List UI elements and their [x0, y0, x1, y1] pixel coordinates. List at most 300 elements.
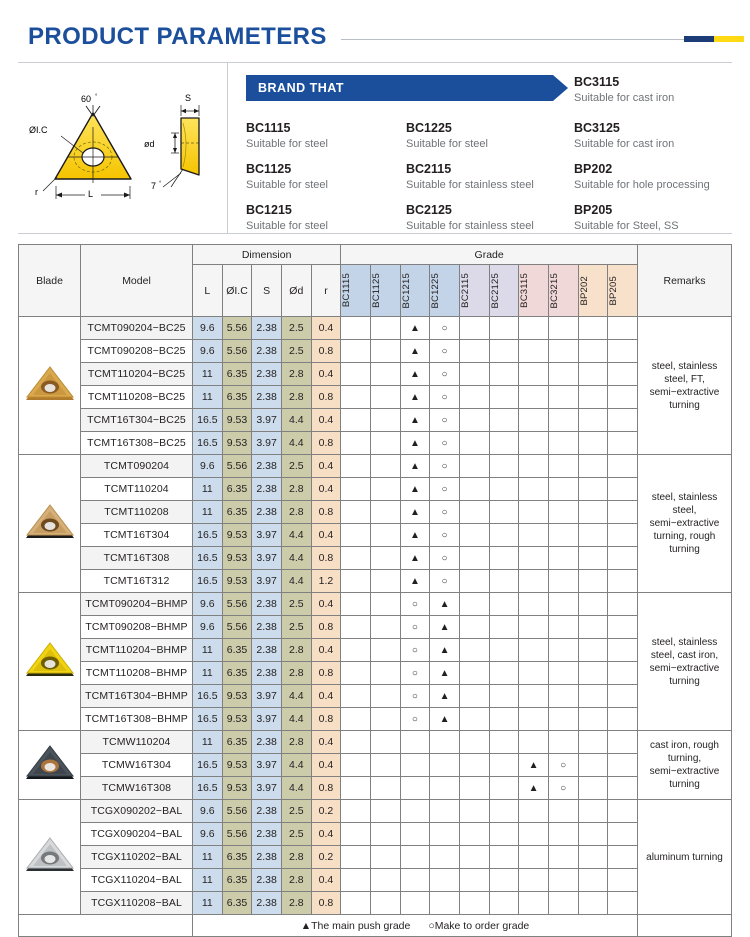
cell-grade-bc3115 — [519, 317, 549, 340]
cell-grade-bc3115 — [519, 524, 549, 547]
brand-desc: Suitable for Steel, SS — [574, 220, 679, 232]
cell-grade-bc1115 — [341, 616, 371, 639]
cell-grade-bc1125 — [370, 662, 400, 685]
brand-desc: Suitable for cast iron — [574, 92, 675, 104]
cell-grade-bc2125 — [489, 363, 519, 386]
cell-grade-bp202 — [578, 869, 608, 892]
cell-dim-r: 1.2 — [311, 570, 341, 593]
table-head — [19, 245, 732, 317]
cell-grade-bc2115 — [459, 616, 489, 639]
cell-grade-bc3215 — [548, 501, 578, 524]
cell-dim-od: 2.8 — [281, 478, 311, 501]
cell-grade-bp202 — [578, 777, 608, 800]
cell-dim-od: 4.4 — [281, 432, 311, 455]
cell-dim-od: 2.8 — [281, 892, 311, 915]
cell-grade-bc1215 — [400, 409, 430, 432]
cell-dim-ic: 6.35 — [222, 478, 252, 501]
parameters-table — [18, 244, 732, 937]
cell-dim-l: 9.6 — [193, 823, 223, 846]
col-header-grade-bc1115 — [341, 265, 371, 317]
cell-grade-bc2115 — [459, 386, 489, 409]
cell-grade-bc2115 — [459, 363, 489, 386]
make-to-order-mark-icon: ○ — [560, 760, 567, 771]
cell-dim-od: 4.4 — [281, 524, 311, 547]
table-row — [19, 501, 732, 524]
cell-grade-bp205 — [608, 363, 638, 386]
cell-grade-bc1215 — [400, 823, 430, 846]
cell-grade-bc1225 — [430, 616, 460, 639]
cell-grade-bc2115 — [459, 777, 489, 800]
blade-image-cell — [19, 731, 81, 800]
cell-grade-bc2125 — [489, 593, 519, 616]
cell-grade-bp202 — [578, 317, 608, 340]
cell-grade-bc1225 — [430, 363, 460, 386]
cell-grade-bc1215 — [400, 754, 430, 777]
cell-dim-l: 9.6 — [193, 317, 223, 340]
cell-grade-bc1225 — [430, 386, 460, 409]
cell-grade-bc1225 — [430, 869, 460, 892]
cell-grade-bc3115 — [519, 478, 549, 501]
cell-grade-bc2125 — [489, 432, 519, 455]
insert-image-silver — [22, 835, 78, 879]
cell-grade-bc1125 — [370, 639, 400, 662]
brand-list-column — [228, 63, 732, 233]
cell-grade-bp202 — [578, 708, 608, 731]
brand-name: BC2125 — [406, 203, 452, 217]
cell-grade-bc1225 — [430, 731, 460, 754]
cell-dim-r: 0.4 — [311, 478, 341, 501]
cell-grade-bc3115 — [519, 409, 549, 432]
main-push-mark-icon: ▲ — [409, 461, 420, 472]
cell-grade-bc1115 — [341, 570, 371, 593]
cell-grade-bc2125 — [489, 662, 519, 685]
cell-grade-bc1115 — [341, 731, 371, 754]
cell-model: TCMT16T308 — [81, 547, 193, 570]
table-row — [19, 777, 732, 800]
cell-grade-bc2115 — [459, 823, 489, 846]
cell-dim-l: 9.6 — [193, 593, 223, 616]
col-header-model: Model — [81, 245, 193, 317]
cell-dim-r: 0.2 — [311, 846, 341, 869]
cell-dim-ic: 5.56 — [222, 616, 252, 639]
table-row — [19, 570, 732, 593]
cell-model: TCGX110208−BAL — [81, 892, 193, 915]
table-row — [19, 455, 732, 478]
cell-grade-bp202 — [578, 593, 608, 616]
brand-item-bc2125 — [406, 203, 574, 234]
grade-label: BC1125 — [370, 273, 382, 308]
cell-remarks: steel, stainless steel, semi−extractive turning, rough turning — [638, 455, 732, 593]
cell-grade-bp202 — [578, 685, 608, 708]
cell-dim-od: 4.4 — [281, 777, 311, 800]
cell-grade-bc1125 — [370, 731, 400, 754]
cell-grade-bp202 — [578, 478, 608, 501]
cell-grade-bc1225 — [430, 593, 460, 616]
cell-grade-bc2125 — [489, 754, 519, 777]
cell-grade-bc3115 — [519, 800, 549, 823]
cell-grade-bp205 — [608, 432, 638, 455]
cell-remarks: cast iron, rough turning, semi−extractive turning — [638, 731, 732, 800]
col-header-grade-bc3215 — [548, 265, 578, 317]
blade-image-cell — [19, 455, 81, 593]
cell-dim-s: 3.97 — [252, 685, 282, 708]
title-divider — [341, 39, 684, 40]
make-to-order-mark-icon: ○ — [560, 783, 567, 794]
cell-grade-bc2125 — [489, 777, 519, 800]
cell-grade-bc3215 — [548, 363, 578, 386]
cell-dim-ic: 6.35 — [222, 731, 252, 754]
cell-dim-s: 3.97 — [252, 777, 282, 800]
make-to-order-mark-icon: ○ — [441, 369, 448, 380]
table-row — [19, 639, 732, 662]
brand-name: BC1225 — [406, 121, 452, 135]
cell-grade-bc2115 — [459, 524, 489, 547]
table-row — [19, 869, 732, 892]
cell-grade-bp205 — [608, 731, 638, 754]
col-header-grade-bc2115 — [459, 265, 489, 317]
cell-model: TCMT090204 — [81, 455, 193, 478]
make-to-order-mark-icon: ○ — [411, 714, 418, 725]
cell-grade-bc3115 — [519, 754, 549, 777]
make-to-order-mark-icon: ○ — [411, 691, 418, 702]
cell-grade-bc3215 — [548, 685, 578, 708]
cell-grade-bp202 — [578, 386, 608, 409]
cell-grade-bc3215 — [548, 409, 578, 432]
cell-dim-ic: 6.35 — [222, 363, 252, 386]
cell-dim-s: 3.97 — [252, 708, 282, 731]
cell-grade-bc1125 — [370, 846, 400, 869]
cell-dim-od: 2.5 — [281, 800, 311, 823]
cell-dim-s: 2.38 — [252, 639, 282, 662]
cell-grade-bc1215 — [400, 547, 430, 570]
cell-grade-bc3215 — [548, 869, 578, 892]
cell-grade-bp205 — [608, 685, 638, 708]
cell-dim-s: 3.97 — [252, 754, 282, 777]
cell-dim-ic: 9.53 — [222, 708, 252, 731]
cell-grade-bc2125 — [489, 731, 519, 754]
cell-grade-bc2125 — [489, 478, 519, 501]
cell-grade-bc3115 — [519, 823, 549, 846]
cell-grade-bc2125 — [489, 616, 519, 639]
cell-grade-bc1215 — [400, 524, 430, 547]
cell-dim-od: 4.4 — [281, 570, 311, 593]
cell-dim-l: 11 — [193, 639, 223, 662]
cell-grade-bc1125 — [370, 409, 400, 432]
brand-name: BC1115 — [246, 121, 291, 135]
col-header-grade-bc3115 — [519, 265, 549, 317]
cell-grade-bc1215 — [400, 846, 430, 869]
cell-grade-bc3215 — [548, 432, 578, 455]
cell-dim-r: 0.8 — [311, 340, 341, 363]
cell-grade-bc2125 — [489, 455, 519, 478]
main-push-mark-icon: ▲ — [409, 346, 420, 357]
cell-grade-bc3215 — [548, 455, 578, 478]
cell-model: TCMT110208−BC25 — [81, 386, 193, 409]
cell-dim-r: 0.8 — [311, 892, 341, 915]
main-push-mark-icon: ▲ — [409, 576, 420, 587]
brand-header-label: BRAND THAT — [246, 75, 553, 101]
cell-dim-ic: 5.56 — [222, 800, 252, 823]
col-header-grade-bp205 — [608, 265, 638, 317]
parameters-table-wrapper — [18, 244, 732, 937]
make-to-order-mark-icon: ○ — [441, 484, 448, 495]
cell-dim-ic: 9.53 — [222, 547, 252, 570]
cell-grade-bc3115 — [519, 570, 549, 593]
cell-grade-bc1115 — [341, 662, 371, 685]
cell-dim-r: 0.8 — [311, 662, 341, 685]
cell-grade-bp205 — [608, 777, 638, 800]
cell-model: TCMT16T304−BC25 — [81, 409, 193, 432]
cell-dim-l: 16.5 — [193, 547, 223, 570]
main-push-mark-icon: ▲ — [439, 622, 450, 633]
grade-label: BC1215 — [400, 272, 412, 309]
cell-dim-l: 11 — [193, 846, 223, 869]
cell-grade-bp205 — [608, 846, 638, 869]
cell-grade-bc1125 — [370, 869, 400, 892]
brand-name: BC3115 — [574, 75, 620, 89]
cell-dim-r: 0.4 — [311, 754, 341, 777]
cell-dim-r: 0.8 — [311, 501, 341, 524]
cell-dim-l: 16.5 — [193, 570, 223, 593]
table-body — [19, 317, 732, 915]
cell-grade-bc1115 — [341, 386, 371, 409]
cell-dim-s: 2.38 — [252, 616, 282, 639]
cell-grade-bc1215 — [400, 386, 430, 409]
cell-dim-ic: 6.35 — [222, 846, 252, 869]
cell-grade-bc2125 — [489, 823, 519, 846]
cell-dim-od: 2.8 — [281, 662, 311, 685]
cell-grade-bp205 — [608, 708, 638, 731]
cell-grade-bc3115 — [519, 547, 549, 570]
cell-grade-bc1125 — [370, 432, 400, 455]
cell-grade-bc3215 — [548, 800, 578, 823]
cell-grade-bc1125 — [370, 754, 400, 777]
grade-label: BC3115 — [519, 273, 531, 308]
cell-dim-od: 4.4 — [281, 685, 311, 708]
cell-grade-bc1125 — [370, 363, 400, 386]
svg-text:°: ° — [158, 181, 161, 187]
cell-dim-r: 0.2 — [311, 800, 341, 823]
main-push-mark-icon: ▲ — [439, 645, 450, 656]
main-push-mark-icon: ▲ — [528, 783, 539, 794]
cell-dim-r: 0.4 — [311, 455, 341, 478]
cell-grade-bp205 — [608, 823, 638, 846]
cell-grade-bc2125 — [489, 708, 519, 731]
cell-grade-bc1125 — [370, 685, 400, 708]
cell-grade-bc1115 — [341, 501, 371, 524]
col-header-remarks: Remarks — [638, 245, 732, 317]
cell-grade-bc1115 — [341, 777, 371, 800]
cell-dim-ic: 9.53 — [222, 777, 252, 800]
brand-item-bc2115 — [406, 162, 574, 193]
brand-item-bc1215 — [246, 203, 406, 234]
cell-dim-od: 2.5 — [281, 317, 311, 340]
cell-dim-l: 9.6 — [193, 616, 223, 639]
cell-grade-bp202 — [578, 823, 608, 846]
col-header-blade: Blade — [19, 245, 81, 317]
cell-grade-bc1225 — [430, 685, 460, 708]
cell-grade-bp205 — [608, 869, 638, 892]
brand-desc: Suitable for steel — [246, 179, 328, 191]
cell-dim-r: 0.8 — [311, 432, 341, 455]
cell-grade-bc1125 — [370, 800, 400, 823]
cell-dim-s: 2.38 — [252, 892, 282, 915]
cell-grade-bp205 — [608, 570, 638, 593]
make-to-order-mark-icon: ○ — [441, 553, 448, 564]
cell-grade-bc3115 — [519, 639, 549, 662]
cell-grade-bc1115 — [341, 800, 371, 823]
cell-grade-bc3115 — [519, 869, 549, 892]
cell-grade-bc1225 — [430, 547, 460, 570]
cell-grade-bc1115 — [341, 432, 371, 455]
cell-grade-bc2125 — [489, 547, 519, 570]
cell-grade-bc1215 — [400, 731, 430, 754]
cell-grade-bc1215 — [400, 639, 430, 662]
make-to-order-mark-icon: ○ — [441, 438, 448, 449]
cell-grade-bp205 — [608, 892, 638, 915]
legend-spacer-left — [19, 915, 193, 937]
cell-dim-r: 0.8 — [311, 777, 341, 800]
cell-model: TCMT16T304 — [81, 524, 193, 547]
cell-dim-r: 0.4 — [311, 524, 341, 547]
cell-grade-bc2115 — [459, 547, 489, 570]
main-push-mark-icon: ▲ — [409, 530, 420, 541]
brand-desc: Suitable for steel — [246, 220, 328, 232]
cell-dim-od: 4.4 — [281, 547, 311, 570]
make-to-order-mark-icon: ○ — [441, 415, 448, 426]
cell-dim-s: 2.38 — [252, 455, 282, 478]
cell-dim-s: 3.97 — [252, 409, 282, 432]
make-to-order-mark-icon: ○ — [441, 576, 448, 587]
legend-cell — [193, 915, 638, 937]
make-to-order-mark-icon: ○ — [411, 622, 418, 633]
cell-model: TCMT090204−BHMP — [81, 593, 193, 616]
cell-dim-ic: 6.35 — [222, 892, 252, 915]
cell-grade-bc1125 — [370, 524, 400, 547]
cell-dim-ic: 5.56 — [222, 317, 252, 340]
cell-remarks: steel, stainless steel, cast iron, semi−extractive turning — [638, 593, 732, 731]
brand-item-bc3115 — [574, 75, 732, 111]
insert-image-dark — [22, 743, 78, 787]
cell-dim-ic: 9.53 — [222, 754, 252, 777]
insert-image-yellow — [22, 640, 78, 684]
cell-dim-ic: 5.56 — [222, 823, 252, 846]
grade-label: BP202 — [578, 275, 590, 306]
cell-grade-bc1225 — [430, 432, 460, 455]
cell-grade-bp202 — [578, 455, 608, 478]
cell-dim-s: 3.97 — [252, 524, 282, 547]
cell-dim-s: 2.38 — [252, 800, 282, 823]
cell-remarks: steel, stainless steel, FT, semi−extractive turning — [638, 317, 732, 455]
col-header-dim-s: S — [252, 265, 282, 317]
table-row — [19, 892, 732, 915]
main-push-mark-icon: ▲ — [409, 369, 420, 380]
cell-dim-r: 0.4 — [311, 685, 341, 708]
cell-grade-bc1115 — [341, 409, 371, 432]
cell-grade-bc2125 — [489, 639, 519, 662]
main-push-mark-icon: ▲ — [439, 599, 450, 610]
cell-grade-bc2115 — [459, 754, 489, 777]
main-push-mark-icon: ▲ — [409, 484, 420, 495]
cell-grade-bc1215 — [400, 501, 430, 524]
table-row — [19, 708, 732, 731]
brand-name: BC3125 — [574, 121, 620, 135]
cell-grade-bc1225 — [430, 846, 460, 869]
cell-grade-bc1215 — [400, 363, 430, 386]
cell-model: TCMT090204−BC25 — [81, 317, 193, 340]
cell-grade-bc2125 — [489, 317, 519, 340]
cell-grade-bc3115 — [519, 593, 549, 616]
cell-model: TCMT090208−BC25 — [81, 340, 193, 363]
cell-dim-od: 2.8 — [281, 869, 311, 892]
cell-grade-bc1115 — [341, 317, 371, 340]
cell-dim-l: 11 — [193, 662, 223, 685]
cell-dim-od: 2.5 — [281, 823, 311, 846]
cell-grade-bp202 — [578, 340, 608, 363]
cell-grade-bc3215 — [548, 524, 578, 547]
cell-grade-bc3115 — [519, 432, 549, 455]
grade-label: BC1225 — [430, 272, 442, 309]
L-label: L — [87, 189, 93, 199]
cell-grade-bp205 — [608, 340, 638, 363]
cell-grade-bc2115 — [459, 570, 489, 593]
cell-grade-bc1115 — [341, 892, 371, 915]
cell-grade-bc1215 — [400, 432, 430, 455]
cell-grade-bc1215 — [400, 340, 430, 363]
cell-dim-l: 11 — [193, 386, 223, 409]
cell-grade-bp205 — [608, 662, 638, 685]
accent-navy-segment — [684, 36, 714, 42]
cell-grade-bc1125 — [370, 501, 400, 524]
cell-grade-bc1115 — [341, 524, 371, 547]
accent-bar — [684, 36, 744, 42]
brand-name: BP202 — [574, 162, 613, 176]
svg-text:°: ° — [94, 94, 97, 100]
grade-label: BP205 — [608, 275, 620, 306]
cell-grade-bc1225 — [430, 455, 460, 478]
cell-model: TCMT110204−BC25 — [81, 363, 193, 386]
cell-grade-bc2115 — [459, 731, 489, 754]
brand-desc: Suitable for stainless steel — [406, 220, 534, 232]
cell-grade-bc3115 — [519, 846, 549, 869]
cell-grade-bc2115 — [459, 409, 489, 432]
col-header-dim-r: r — [311, 265, 341, 317]
cell-grade-bc1225 — [430, 570, 460, 593]
cell-grade-bc3215 — [548, 547, 578, 570]
cell-dim-r: 0.4 — [311, 731, 341, 754]
cell-grade-bc3115 — [519, 708, 549, 731]
cell-grade-bc2115 — [459, 455, 489, 478]
brand-desc: Suitable for steel — [246, 138, 328, 150]
main-push-mark-icon: ▲ — [439, 714, 450, 725]
cell-grade-bc1115 — [341, 593, 371, 616]
cell-grade-bc1215 — [400, 685, 430, 708]
cell-dim-r: 0.4 — [311, 639, 341, 662]
cell-grade-bc1225 — [430, 501, 460, 524]
brand-desc: Suitable for steel — [406, 138, 488, 150]
cell-dim-r: 0.4 — [311, 317, 341, 340]
cell-dim-od: 2.5 — [281, 340, 311, 363]
cell-grade-bp205 — [608, 455, 638, 478]
cell-grade-bc2115 — [459, 708, 489, 731]
cell-grade-bc3215 — [548, 777, 578, 800]
cell-model: TCGX090204−BAL — [81, 823, 193, 846]
cell-grade-bc3215 — [548, 386, 578, 409]
cell-grade-bc1225 — [430, 800, 460, 823]
cell-dim-l: 11 — [193, 892, 223, 915]
table-row — [19, 685, 732, 708]
cell-grade-bc1125 — [370, 892, 400, 915]
